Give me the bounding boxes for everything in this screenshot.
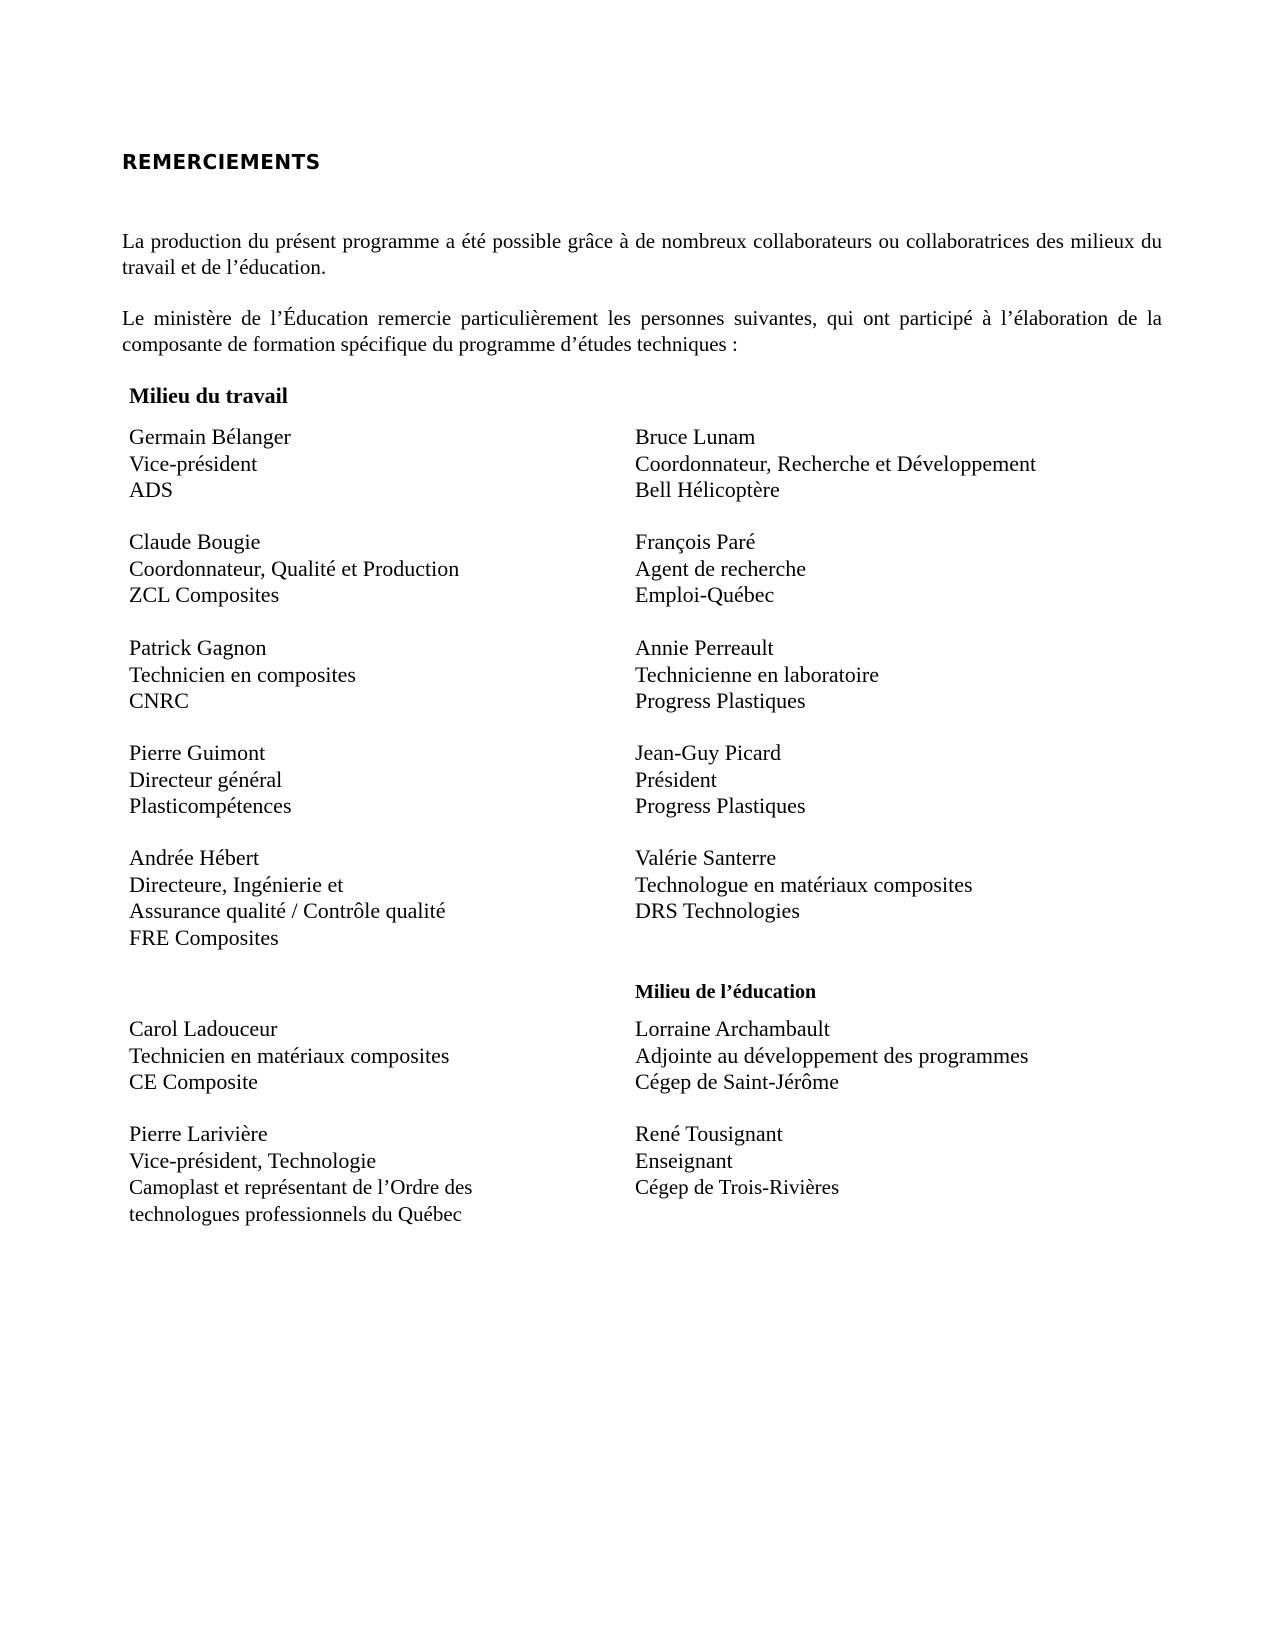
person-name: René Tousignant <box>635 1121 783 1146</box>
intro-paragraph: La production du présent programme a été possible grâce à de nombreux collaborateurs ou collaboratrices des milieux du travail et de l’éducation. <box>122 229 1162 279</box>
person-entry <box>635 1016 1028 1096</box>
person-org: DRS Technologies <box>635 898 800 923</box>
person-entry <box>635 740 806 820</box>
person-role: Directeur général <box>129 766 283 792</box>
person-role: Directeure, Ingénierie et <box>129 871 344 897</box>
person-org: Camoplast et représentant de l’Ordre des <box>129 1175 473 1199</box>
person-name: Jean-Guy Picard <box>635 740 782 765</box>
person-org: CE Composite <box>129 1069 258 1094</box>
person-name: Patrick Gagnon <box>129 635 267 660</box>
person-name: Lorraine Archambault <box>635 1016 830 1041</box>
thanks-paragraph: Le ministère de l’Éducation remercie particulièrement les personnes suivantes, qui ont participé à l’élaboration de la composante de formation spécifique du programme d’études techniques : <box>122 306 1162 356</box>
person-entry <box>129 1016 449 1096</box>
person-org: Emploi-Québec <box>635 582 775 607</box>
person-name: Bruce Lunam <box>635 424 756 449</box>
person-org: Bell Hélicoptère <box>635 477 780 502</box>
person-entry <box>129 529 459 609</box>
person-role: Technicienne en laboratoire <box>635 661 879 687</box>
person-name: Valérie Santerre <box>635 845 777 870</box>
person-role: Technologue en matériaux composites <box>635 871 973 897</box>
person-name: Germain Bélanger <box>129 424 291 449</box>
person-role: Coordonnateur, Qualité et Production <box>129 555 460 581</box>
person-name: Pierre Guimont <box>129 740 266 765</box>
person-org: FRE Composites <box>129 924 279 950</box>
person-entry <box>129 845 445 951</box>
page-title: REMERCIEMENTS <box>122 150 321 174</box>
person-role: Président <box>635 766 717 792</box>
person-entry <box>635 424 1036 504</box>
person-role: Enseignant <box>635 1147 733 1173</box>
person-name: Andrée Hébert <box>129 845 260 870</box>
person-entry <box>635 529 806 609</box>
person-org: Plasticompétences <box>129 793 292 818</box>
person-entry <box>129 635 356 715</box>
person-role: Vice-président <box>129 450 258 476</box>
person-role: Assurance qualité / Contrôle qualité <box>129 898 446 923</box>
section-title-travail: Milieu du travail <box>129 383 288 408</box>
person-role: Technicien en matériaux composites <box>129 1042 450 1068</box>
person-org: Cégep de Trois-Rivières <box>635 1175 840 1199</box>
person-name: François Paré <box>635 529 756 554</box>
person-entry <box>129 1121 472 1227</box>
section-title-education: Milieu de l’éducation <box>635 981 817 1003</box>
person-entry <box>129 740 292 820</box>
person-role: Agent de recherche <box>635 555 807 581</box>
person-entry <box>635 635 879 715</box>
person-name: Claude Bougie <box>129 529 261 554</box>
person-role: Adjointe au développement des programmes <box>635 1042 1029 1068</box>
person-org: ZCL Composites <box>129 582 280 607</box>
person-entry <box>635 845 973 925</box>
person-name: Carol Ladouceur <box>129 1016 278 1041</box>
person-role: Vice-président, Technologie <box>129 1147 377 1173</box>
person-role: Coordonnateur, Recherche et Développement <box>635 450 1037 476</box>
person-name: Pierre Larivière <box>129 1121 268 1146</box>
person-org: Progress Plastiques <box>635 793 806 818</box>
person-entry <box>129 424 291 504</box>
person-org: ADS <box>129 477 174 502</box>
person-entry <box>635 1121 839 1201</box>
person-org: technologues professionnels du Québec <box>129 1201 462 1226</box>
person-org: CNRC <box>129 688 189 713</box>
person-name: Annie Perreault <box>635 635 774 660</box>
person-role: Technicien en composites <box>129 661 356 687</box>
person-org: Cégep de Saint-Jérôme <box>635 1069 840 1094</box>
person-org: Progress Plastiques <box>635 688 806 713</box>
